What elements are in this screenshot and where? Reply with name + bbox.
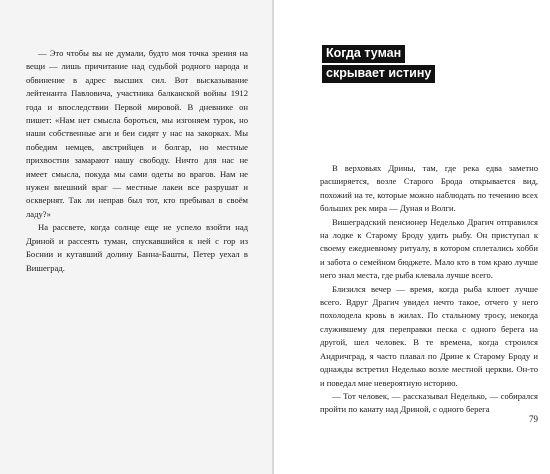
left-page-text bbox=[26, 47, 248, 275]
right-page bbox=[274, 0, 550, 474]
left-paragraph-1: — Это чтобы вы не думали, будто моя точка зрения на вещи — лишь причитание над судьбой родного народа и обвинение в адрес высших сил. Вот высказывание лейтенанта Павловича, участника балканской войны 1912 года и впоследствии Первой мировой. В дневнике он пишет: «Нам нет смысла бороться, мы изгоняем турок, но наши собственные аги и беи сидят у нас на закорках. Мы победим немцев, австрийцев и болгар, но местные прихвостни замарают нашу свободу. Ничто для нас не имеет смысла, покуда мы сами одеты во врагов. Нам не нужен внешний враг — местные лакеи все разрушат и осквернят. Так ли неправ был тот, кто пребывал в своём ладу?» bbox=[26, 48, 248, 219]
right-paragraph-1: В верховьях Дрины, там, где река едва заметно расширяется, возле Старого Брода открывается вид, похожий на те, которые можно наблюдать по течению всех больших рек мира — Дуная и Волги. bbox=[320, 163, 538, 214]
right-page-text bbox=[320, 162, 538, 417]
page-number: 79 bbox=[529, 414, 538, 424]
left-page bbox=[0, 0, 272, 474]
right-paragraph-4: — Тот человек, — рассказывал Неделько, — собирался пройти по канату над Дриной, с одного берега bbox=[320, 390, 538, 415]
right-paragraph-2: Вишеградский пенсионер Неделько Драгич отправился на лодке к Старому Броду удить рыбу. Он приступал к своему ежедневному ритуалу, в котором сплетались хобби и забота о семейном бюджете. Мало кто в том краю лучше него знал места, где рыба клевала лучше всего. bbox=[320, 216, 538, 281]
chapter-title-line-2: скрывает истину bbox=[322, 65, 435, 83]
left-paragraph-2: На рассвете, когда солнце еще не успело взойти над Дриной и рассеять туман, спускавшийся к ней с гор из Боснии и кутавший долину Банна-Башты, Петер уехал в Вишеград. bbox=[26, 222, 248, 273]
chapter-title-line-1: Когда туман bbox=[322, 45, 405, 63]
right-paragraph-3: Близился вечер — время, когда рыба клюет лучше всего. Вдруг Драгич увидел нечто такое, отчего у него похолодела кровь в жилах. По стальному тросу, некогда служившему для переправки песка с одного берега на другой, шел человек. В те времена, когда строился Андричград, я часто плавал по Дрине к Старому Броду и однажды встретил Неделько возле местной церкви. Он-то и поведал мне невероятную историю. bbox=[320, 283, 538, 388]
chapter-title bbox=[322, 45, 435, 85]
